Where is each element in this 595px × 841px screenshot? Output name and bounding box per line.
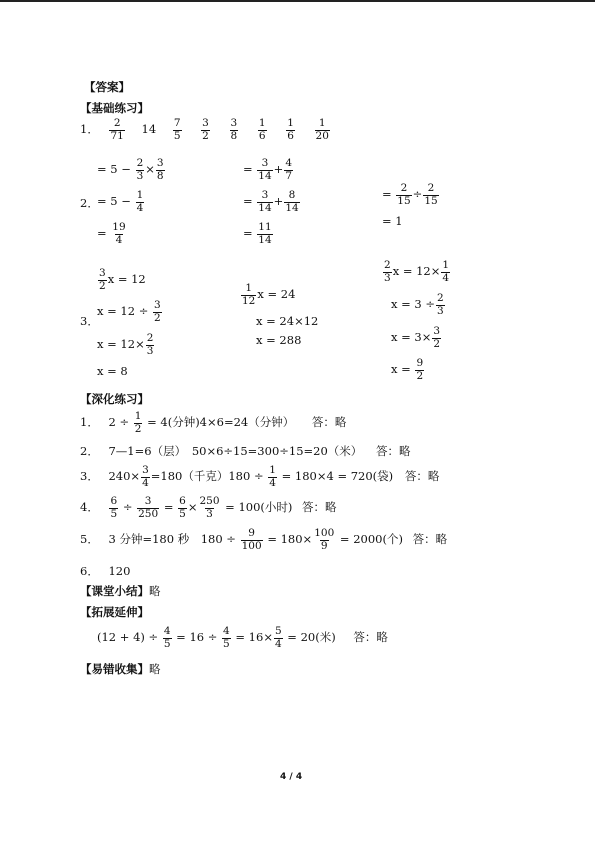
basic-q3c-line1: $\frac{2}{3}$ x = 12× $\frac{1}{4}$	[384, 259, 450, 284]
top-rule	[0, 0, 595, 2]
answer: 答：略	[412, 532, 448, 547]
deep-q3: 3． 240× $\frac{3}{4}$ =180（千克）180 ÷ $\frac{1}{4}$ = 180×4 = 720(袋) 答：略	[80, 464, 440, 489]
question-number: 3．	[80, 469, 99, 484]
fraction: $\frac{11}{14}$	[258, 221, 272, 246]
question-number: 3．	[80, 314, 99, 328]
fraction: $\frac{9}{100}$	[241, 527, 262, 552]
basic-q3b-line3: x = 288	[256, 333, 302, 347]
fraction: $\frac{3}{2}$	[433, 325, 441, 350]
basic-q2b-line1: = $\frac{3}{14}$ + $\frac{4}{7}$	[243, 157, 292, 182]
question-number: 6．	[80, 564, 99, 578]
fraction: $\frac{2}{15}$	[424, 182, 438, 207]
question-number: 2．	[80, 196, 99, 210]
answer: 答：略	[404, 469, 440, 484]
deep-q1: 1． 2 ÷ $\frac{1}{2}$ = 4(分钟)4×6=24（分钟） 答：略	[80, 410, 347, 435]
basic-q2a-line1: = 5 − $\frac{2}{3}$ × $\frac{3}{8}$	[97, 157, 164, 182]
heading-answers: 【答案】	[84, 80, 130, 94]
answer: 答：略	[375, 444, 411, 458]
basic-q3a-line3: x = 12× $\frac{2}{3}$	[97, 332, 154, 357]
fraction: $\frac{3}{2}$	[202, 117, 209, 142]
fraction: $\frac{1}{2}$	[134, 410, 142, 435]
basic-q2c-line1: = $\frac{2}{15}$ ÷ $\frac{2}{15}$	[382, 182, 438, 207]
question-number: 1．	[80, 415, 99, 430]
fraction: $\frac{3}{250}$	[138, 495, 159, 520]
errors	[80, 664, 161, 676]
fraction: $\frac{1}{4}$	[136, 189, 144, 214]
fraction: $\frac{2}{15}$	[397, 182, 411, 207]
fraction: $\frac{2}{71}$	[110, 117, 124, 142]
basic-q1	[80, 118, 331, 142]
value: 14	[141, 122, 157, 137]
basic-q3c-line3: x = 3× $\frac{3}{2}$	[391, 325, 441, 350]
basic-q3b-line2: x = 24×12	[256, 314, 319, 328]
heading-basic: 【基础练习】	[80, 101, 149, 115]
basic-q2c-line2: = 1	[382, 214, 403, 228]
basic-q3c-line4: x = $\frac{9}{2}$	[391, 357, 424, 382]
fraction: $\frac{2}{3}$	[136, 157, 144, 182]
deep-q6: 6． 120	[80, 564, 131, 578]
page-number: 4 / 4	[280, 772, 303, 782]
deep-q2: 2． 7—1=6（层） 50×6÷15=300÷15=20（米） 答：略	[80, 444, 411, 458]
answer: 答：略	[311, 415, 347, 430]
basic-q2a-line2: = 5 − $\frac{1}{4}$	[97, 189, 144, 214]
basic-q3c-line2: x = 3 ÷ $\frac{2}{3}$	[391, 292, 444, 317]
fraction: $\frac{100}{9}$	[314, 527, 335, 552]
question-number: 4．	[80, 500, 99, 515]
summary	[80, 586, 161, 598]
answer: 答：略	[353, 630, 388, 645]
fraction: $\frac{2}{3}$	[437, 292, 444, 317]
fraction: $\frac{9}{2}$	[416, 357, 424, 382]
question-number: 2．	[80, 444, 99, 458]
fraction: $\frac{1}{4}$	[442, 259, 450, 284]
basic-q2b-line2: = $\frac{3}{14}$ + $\frac{8}{14}$	[243, 189, 299, 214]
basic-q3b-line1: $\frac{1}{12}$ x = 24	[242, 282, 296, 307]
fraction: $\frac{3}{2}$	[154, 299, 161, 324]
fraction: $\frac{1}{20}$	[315, 117, 329, 142]
fraction: $\frac{19}{4}$	[112, 221, 126, 246]
fraction: $\frac{3}{8}$	[156, 157, 164, 182]
fraction: $\frac{2}{3}$	[384, 259, 391, 284]
errors-value: 略	[149, 662, 161, 676]
fraction: $\frac{6}{5}$	[179, 495, 186, 520]
heading-deep: 【深化练习】	[80, 392, 149, 406]
heading-summary: 【课堂小结】	[80, 584, 149, 598]
fraction: $\frac{1}{6}$	[258, 117, 266, 142]
fraction: $\frac{3}{8}$	[230, 117, 238, 142]
heading-errors: 【易错收集】	[80, 662, 149, 676]
fraction: $\frac{4}{7}$	[285, 157, 292, 182]
fraction: $\frac{7}{5}$	[173, 117, 181, 142]
fraction: $\frac{250}{3}$	[199, 495, 220, 520]
question-number: 1．	[80, 122, 99, 137]
fraction: $\frac{4}{5}$	[223, 625, 230, 650]
deep-q4: 4． $\frac{6}{5}$ ÷ $\frac{3}{250}$ = $\frac{6}{5}$ × $\frac{250}{3}$ = 100(小时) 答：略	[80, 495, 337, 520]
basic-q2b-line3: = $\frac{11}{14}$	[243, 221, 272, 246]
fraction: $\frac{4}{5}$	[163, 625, 171, 650]
fraction: $\frac{5}{4}$	[274, 625, 282, 650]
fraction: $\frac{3}{14}$	[258, 157, 272, 182]
basic-q3a-line4: x = 8	[97, 364, 128, 378]
deep-q5: 5． 3 分钟=180 秒 180 ÷ $\frac{9}{100}$ = 180× $\frac{100}{9}$ = 2000(个) 答：略	[80, 527, 448, 552]
fraction: $\frac{1}{4}$	[269, 464, 276, 489]
fraction: $\frac{8}{14}$	[285, 189, 299, 214]
fraction: $\frac{1}{6}$	[287, 117, 294, 142]
basic-q3a-line1: $\frac{3}{2}$ x = 12	[99, 267, 146, 292]
fraction: $\frac{3}{4}$	[142, 464, 149, 489]
fraction: $\frac{2}{3}$	[146, 332, 154, 357]
fraction: $\frac{3}{14}$	[258, 189, 272, 214]
question-number: 5．	[80, 532, 99, 547]
heading-extend: 【拓展延伸】	[80, 605, 149, 619]
extend-equation: (12 + 4) ÷ $\frac{4}{5}$ = 16 ÷ $\frac{4}{5}$ = 16× $\frac{5}{4}$ = 20(米) 答：略	[97, 625, 388, 650]
summary-value: 略	[149, 584, 161, 598]
answer: 答：略	[302, 500, 337, 515]
basic-q3a-line2: x = 12 ÷ $\frac{3}{2}$	[97, 299, 161, 324]
fraction: $\frac{6}{5}$	[110, 495, 118, 520]
basic-q2a-line3: = $\frac{19}{4}$	[97, 221, 126, 246]
fraction: $\frac{1}{12}$	[242, 282, 256, 307]
fraction: $\frac{3}{2}$	[99, 267, 106, 292]
